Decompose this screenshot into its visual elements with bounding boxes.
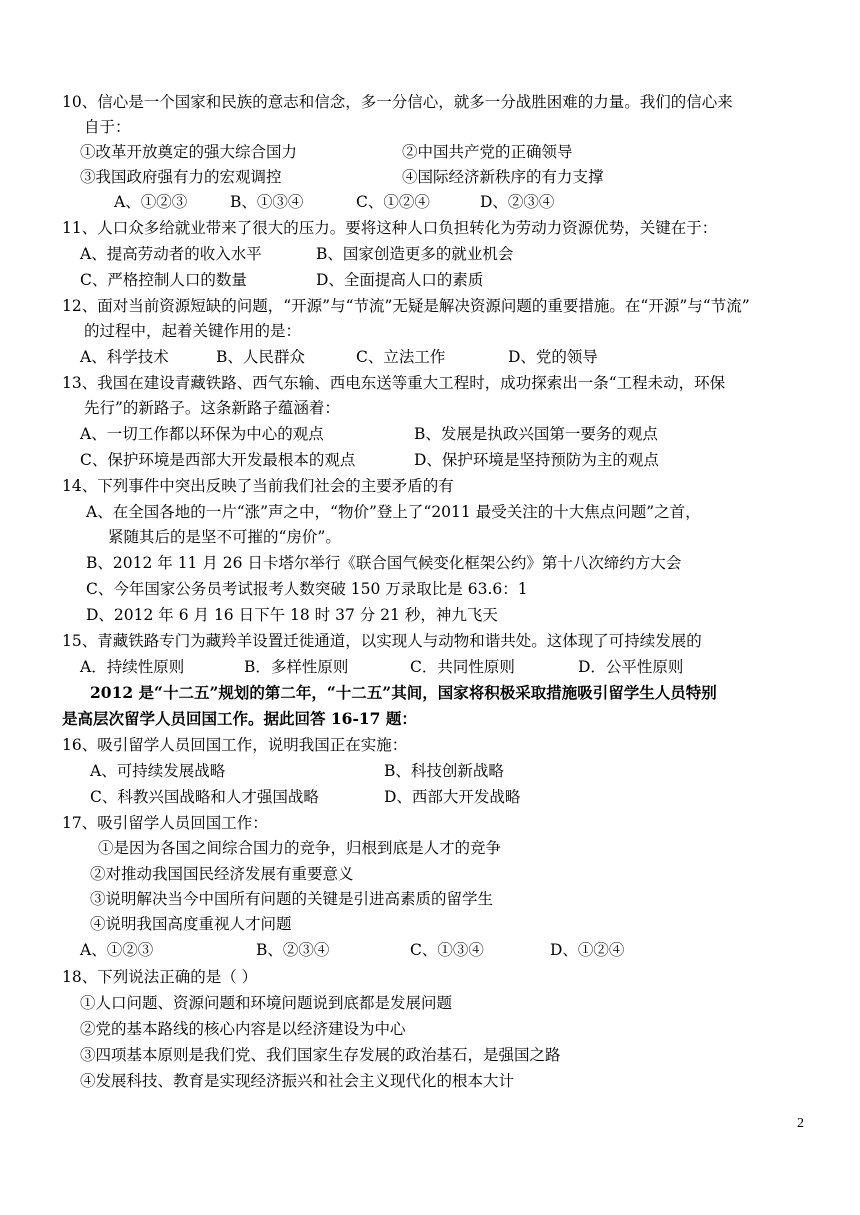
q10-item-1: ①改革开放奠定的强大综合国力	[80, 143, 298, 161]
q16-option-c: C、科教兴国战略和人才强国战略	[90, 788, 319, 806]
q12-option-b: B、人民群众	[216, 348, 305, 366]
q15-option-d: D．公平性原则	[578, 658, 684, 676]
q15-option-b: B．多样性原则	[244, 658, 349, 676]
q12-stem-line2: 的过程中，起着关键作用的是：	[84, 322, 302, 340]
q11-option-b: B、国家创造更多的就业机会	[316, 245, 514, 263]
q17-option-b: B、②③④	[256, 941, 330, 959]
q14-option-d: D、2012 年 6 月 16 日下午 18 时 37 分 21 秒，神九飞天	[86, 606, 498, 624]
q17-option-a: A、①②③	[80, 941, 154, 959]
q10-option-d: D、②③④	[480, 193, 555, 211]
q17-item-2: ②对推动我国国民经济发展有重要意义	[90, 865, 354, 883]
q16-stem: 16、吸引留学人员回国工作，说明我国正在实施：	[62, 736, 408, 754]
q14-option-c: C、今年国家公务员考试报考人数突破 150 万录取比是 63.6：1	[86, 580, 528, 598]
q13-stem-line2: 先行”的新路子。这条新路子蕴涵着：	[84, 399, 340, 417]
q18-stem: 18、下列说法正确的是（ ）	[62, 968, 258, 986]
q17-item-1: ①是因为各国之间综合国力的竞争，归根到底是人才的竞争	[98, 839, 502, 857]
material-line2: 是高层次留学人员回国工作。据此回答 16-17 题：	[62, 709, 417, 728]
q10-item-4: ④国际经济新秩序的有力支撑	[402, 168, 604, 186]
q14-option-a-line1: A、在全国各地的一片“涨”声之中，“物价”登上了“2011 最受关注的十大焦点问题”之首，	[86, 503, 701, 521]
page-number: 2	[797, 1116, 804, 1131]
q17-option-c: C、①③④	[410, 941, 484, 959]
q12-option-d: D、党的领导	[508, 348, 598, 366]
q10-stem-line1: 10、信心是一个国家和民族的意志和信念，多一分信心，就多一分战胜困难的力量。我们的信心来	[62, 93, 733, 111]
q16-option-a: A、可持续发展战略	[90, 762, 226, 780]
q12-stem-line1: 12、面对当前资源短缺的问题，“开源”与“节流”无疑是解决资源问题的重要措施。在“开源”与“节流”	[62, 297, 750, 315]
q10-stem-line2: 自于：	[84, 118, 131, 136]
q13-option-a: A、一切工作都以环保为中心的观点	[80, 425, 324, 443]
q12-option-c: C、立法工作	[356, 348, 446, 366]
q17-option-d: D、①②④	[550, 941, 625, 959]
q11-option-c: C、严格控制人口的数量	[80, 271, 247, 289]
q13-option-d: D、保护环境是坚持预防为主的观点	[414, 451, 659, 469]
q10-item-2: ②中国共产党的正确领导	[402, 143, 573, 161]
q13-option-b: B、发展是执政兴国第一要务的观点	[414, 425, 658, 443]
q16-option-b: B、科技创新战略	[384, 762, 504, 780]
q14-option-b: B、2012 年 11 月 26 日卡塔尔举行《联合国气候变化框架公约》第十八次缔约方大会	[86, 554, 682, 572]
q18-item-2: ②党的基本路线的核心内容是以经济建设为中心	[80, 1020, 406, 1038]
q10-option-c: C、①②④	[356, 193, 430, 211]
q13-option-c: C、保护环境是西部大开发最根本的观点	[80, 451, 356, 469]
q10-option-a: A、①②③	[114, 193, 188, 211]
q15-stem: 15、青藏铁路专门为藏羚羊设置迁徙通道，以实现人与动物和谐共处。这体现了可持续发展的	[62, 632, 702, 650]
q15-option-c: C．共同性原则	[410, 658, 515, 676]
q18-item-1: ①人口问题、资源问题和环境问题说到底都是发展问题	[80, 994, 453, 1012]
q15-option-a: A．持续性原则	[80, 658, 185, 676]
q18-item-3: ③四项基本原则是我们党、我们国家生存发展的政治基石，是强国之路	[80, 1046, 561, 1064]
q16-option-d: D、西部大开发战略	[384, 788, 521, 806]
q10-option-b: B、①③④	[230, 193, 304, 211]
q18-item-4: ④发展科技、教育是实现经济振兴和社会主义现代化的根本大计	[80, 1072, 515, 1090]
q11-option-a: A、提高劳动者的收入水平	[80, 245, 262, 263]
q17-item-3: ③说明解决当今中国所有问题的关键是引进高素质的留学生	[90, 890, 494, 908]
material-line1: 2012 是“十二五”规划的第二年，“十二五”其间，国家将积极采取措施吸引留学生人员特别	[90, 683, 717, 702]
q10-item-3: ③我国政府强有力的宏观调控	[80, 168, 282, 186]
q17-item-4: ④说明我国高度重视人才问题	[90, 915, 292, 933]
q12-option-a: A、科学技术	[80, 348, 169, 366]
q14-stem: 14、下列事件中突出反映了当前我们社会的主要矛盾的有	[62, 477, 454, 495]
q11-stem: 11、人口众多给就业带来了很大的压力。要将这种人口负担转化为劳动力资源优势，关键在于：	[62, 219, 718, 237]
q13-stem-line1: 13、我国在建设青藏铁路、西气东输、西电东送等重大工程时，成功探索出一条“工程未动，环保	[62, 374, 726, 392]
q17-stem: 17、吸引留学人员回国工作：	[62, 814, 268, 832]
q14-option-a-line2: 紧随其后的是坚不可摧的“房价”。	[108, 528, 341, 546]
q11-option-d: D、全面提高人口的素质	[316, 271, 484, 289]
